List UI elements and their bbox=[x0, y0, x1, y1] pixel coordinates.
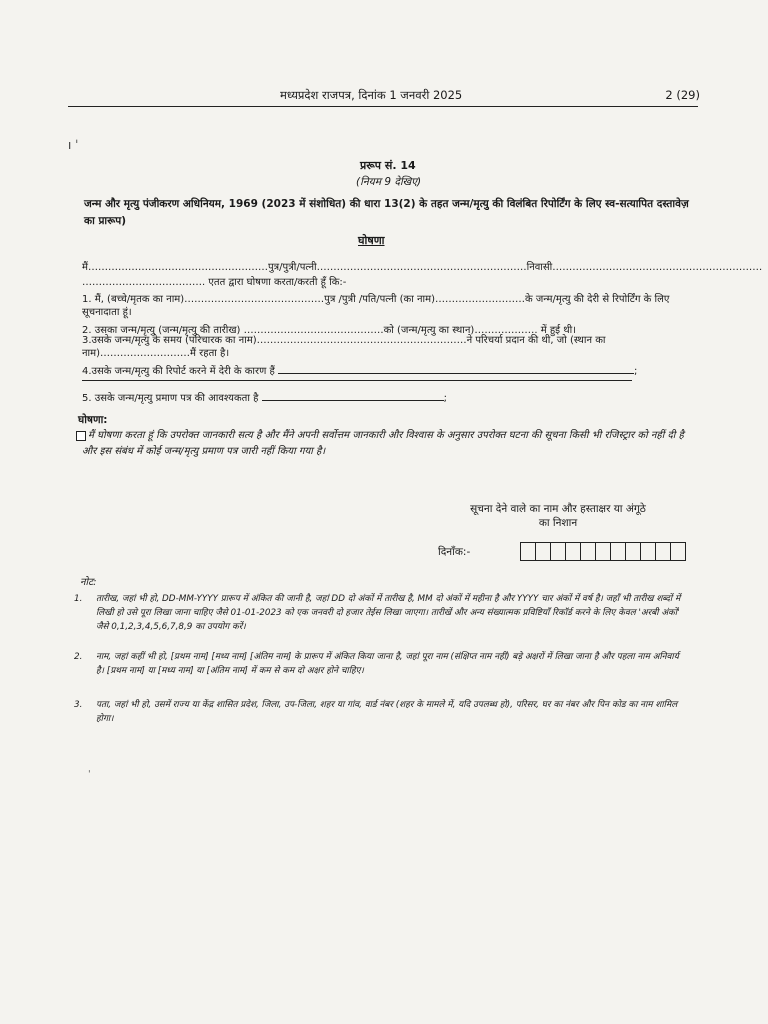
date-box[interactable] bbox=[626, 543, 641, 560]
date-box[interactable] bbox=[656, 543, 671, 560]
date-input-boxes[interactable] bbox=[520, 542, 686, 561]
rule-reference: (नियम 9 देखिए) bbox=[356, 176, 422, 188]
date-box[interactable] bbox=[611, 543, 626, 560]
field-item-5-label: 5. उसके जन्म/मृत्यु प्रमाण पत्र की आवश्यकता है bbox=[82, 393, 259, 404]
field-item-4: 4.उसके जन्म/मृत्यु की रिपोर्ट करने में देरी के कारण हैं ; bbox=[82, 363, 637, 377]
item-5-blank bbox=[262, 390, 444, 401]
item-4-blank bbox=[278, 363, 634, 374]
declaration-label: घोषणा: bbox=[78, 414, 108, 426]
declaration-heading: घोषणा bbox=[358, 234, 385, 247]
page-number: 2 (29) bbox=[665, 88, 700, 102]
note-number: 2. bbox=[74, 652, 83, 662]
note-text: नाम, जहां कहीं भी हो, [प्रथम नाम] [मध्य नाम] [अंतिम नाम] के प्रारूप में अंकित किया जाना है, जहां पूरा नाम (संक्षिप्त नाम नहीं) बड़े अक्षरों में लिखा जाना है और पहला नाम अनिवार्य है। [प्रथम नाम] या [मध्य नाम] या [अंतिम नाम] में कम से कम दो अक्षर होने चाहिए। bbox=[96, 652, 679, 676]
note-item bbox=[74, 650, 688, 678]
date-box[interactable] bbox=[521, 543, 536, 560]
date-box[interactable] bbox=[596, 543, 611, 560]
header-rule bbox=[68, 106, 698, 107]
note-number: 3. bbox=[74, 700, 83, 710]
field-item-1: 1. मैं, (बच्चे/मृतक का नाम)……………………………………पुत्र /पुत्री /पति/पत्नी (का नाम)………………………के जन्म/मृत्यु की देरी से रिपोर्टिंग के लिए सूचनादाता हूं। bbox=[82, 294, 670, 318]
scan-mark: ı ˈ bbox=[68, 138, 79, 152]
date-box[interactable] bbox=[551, 543, 566, 560]
signature-label: सूचना देने वाले का नाम और हस्ताक्षर या अंगूठे का निशान bbox=[470, 503, 646, 529]
note-text: पता, जहां भी हो, उसमें राज्य या केंद्र शासित प्रदेश, जिला, उप-जिला, शहर या गांव, वार्ड नंबर (शहर के मामले में, यदि उपलब्ध हो), परिसर, घर का नंबर और पिन कोड का नाम शामिल होगा। bbox=[96, 700, 678, 724]
note-item bbox=[74, 592, 688, 634]
date-label: दिनाँक:- bbox=[438, 546, 471, 558]
date-box[interactable] bbox=[671, 543, 685, 560]
field-line-2: ………………………………. एतत द्वारा घोषणा करता/करती हूँ कि:- bbox=[82, 277, 347, 288]
field-item-2: 2. उसका जन्म/मृत्यु (जन्म/मृत्यु की तारीख) ……………………………………को (जन्म/मृत्यु का स्थान)………………. में हुई थी। bbox=[82, 325, 577, 336]
item-4-blank-continuation bbox=[82, 380, 632, 381]
field-line-1: मैं………………………………………………पुत्र/पुत्री/पत्नी………………………………………………………निवासी……………………………………………………… bbox=[82, 262, 763, 273]
date-box[interactable] bbox=[536, 543, 551, 560]
field-item-4-label: 4.उसके जन्म/मृत्यु की रिपोर्ट करने में देरी के कारण हैं bbox=[82, 366, 275, 377]
note-item bbox=[74, 698, 688, 726]
date-box[interactable] bbox=[581, 543, 596, 560]
notes-label: नोट: bbox=[80, 577, 97, 588]
form-number: प्ररूप सं. 14 bbox=[360, 159, 416, 172]
field-item-5: 5. उसके जन्म/मृत्यु प्रमाण पत्र की आवश्यकता है ; bbox=[82, 390, 447, 404]
declaration-text: मैं घोषणा करता हूं कि उपरोक्त जानकारी सत्य है और मैंने अपनी सर्वोत्तम जानकारी और विश्वास के अनुसार उपरोक्त घटना की सूचना किसी भी रजिस्ट्रार को नहीं दी है और इस संबंध में कोई जन्म/मृत्यु प्रमाण पत्र जारी नहीं किया गया है। bbox=[82, 430, 684, 457]
scan-mark: ˈ bbox=[88, 770, 91, 780]
note-text: तारीख, जहां भी हो, DD-MM-YYYY प्रारूप में अंकित की जानी है, जहां DD दो अंकों में तारीख है, MM दो अंकों में महीना है और YYYY चार अंकों में वर्ष है। जहाँ भी तारीख शब्दों में लिखी हो उसे पूरा लिखा जाना चाहिए जैसे 01-01-2023 को एक जनवरी दो हजार तेईस लिखा जाएगा। तारीखें और अन्य संख्यात्मक प्रविष्टियाँ रिकॉर्ड करने के लिए केवल 'अरबी अंकों' जैसे 0,1,2,3,4,5,6,7,8,9 का उपयोग करें। bbox=[96, 594, 681, 632]
gazette-title: मध्यप्रदेश राजपत्र, दिनांक 1 जनवरी 2025 bbox=[280, 88, 463, 102]
date-box[interactable] bbox=[641, 543, 656, 560]
date-box[interactable] bbox=[566, 543, 581, 560]
note-number: 1. bbox=[74, 594, 83, 604]
form-intro: जन्म और मृत्यु पंजीकरण अधिनियम, 1969 (2023 में संशोधित) की धारा 13(2) के तहत जन्म/मृत्यु की विलंबित रिपोर्टिंग के लिए स्व-सत्यापित दस्तावेज़ का प्रारूप) bbox=[84, 198, 689, 227]
field-item-3: 3.उसके जन्म/मृत्यु के समय (परिचारक का नाम)………………………………………………………ने परिचर्या प्रदान की थी, जो (स्थान का नाम)………………………मैं रहता है। bbox=[82, 335, 606, 359]
